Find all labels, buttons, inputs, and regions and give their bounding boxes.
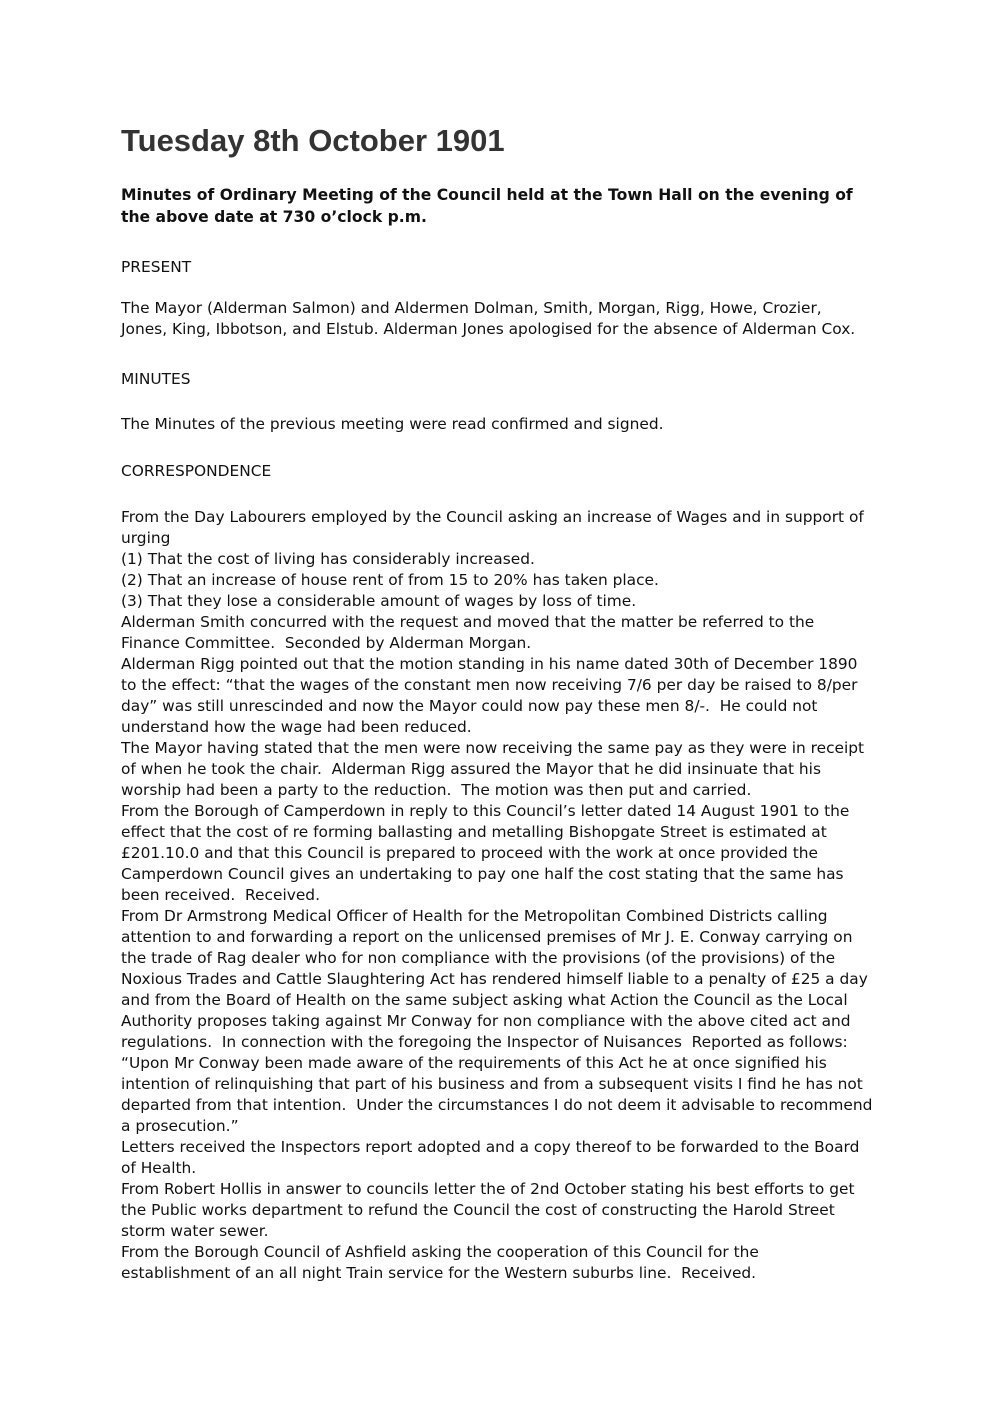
body-line: From the Borough Council of Ashfield asking the cooperation of this Council for the [121, 1243, 759, 1261]
body-line: Camperdown Council gives an undertaking to pay one half the cost stating that the same has [121, 865, 844, 883]
body-line: £201.10.0 and that this Council is prepared to proceed with the work at once provided the [121, 844, 818, 862]
body-line: departed from that intention. Under the circumstances I do not deem it advisable to recommend [121, 1096, 873, 1114]
body-line: Alderman Smith concurred with the request and moved that the matter be referred to the [121, 613, 815, 631]
meeting-description [121, 184, 901, 228]
body-line: intention of relinquishing that part of his business and from a subsequent visits I find he has not [121, 1075, 863, 1093]
body-line: Letters received the Inspectors report adopted and a copy thereof to be forwarded to the Board [121, 1138, 860, 1156]
section-heading-minutes: MINUTES [121, 370, 191, 388]
body-line: a prosecution.” [121, 1117, 239, 1135]
section-heading-present: PRESENT [121, 258, 192, 276]
body-line: and from the Board of Health on the same subject asking what Action the Council as the Local [121, 991, 848, 1009]
paragraph-line: The Mayor (Alderman Salmon) and Aldermen Dolman, Smith, Morgan, Rigg, Howe, Crozier, [121, 299, 822, 317]
body-line: the Public works department to refund the Council the cost of constructing the Harold Street [121, 1201, 835, 1219]
page-title: Tuesday 8th October 1901 [121, 123, 505, 158]
body-line: of when he took the chair. Alderman Rigg assured the Mayor that he did insinuate that his [121, 760, 821, 778]
body-line: Noxious Trades and Cattle Slaughtering Act has rendered himself liable to a penalty of £25 a day [121, 970, 868, 988]
minutes-paragraph [121, 414, 891, 435]
section-heading-correspondence: CORRESPONDENCE [121, 462, 272, 480]
body-line: From the Borough of Camperdown in reply to this Council’s letter dated 14 August 1901 to the [121, 802, 850, 820]
body-line: From Dr Armstrong Medical Officer of Health for the Metropolitan Combined Districts calling [121, 907, 828, 925]
body-line: Alderman Rigg pointed out that the motion standing in his name dated 30th of December 1890 [121, 655, 858, 673]
paragraph-line: The Minutes of the previous meeting were read confirmed and signed. [121, 415, 664, 433]
present-paragraph [121, 298, 891, 340]
body-line: (3) That they lose a considerable amount of wages by loss of time. [121, 592, 637, 610]
body-line: effect that the cost of re forming ballasting and metalling Bishopgate Street is estimated at [121, 823, 827, 841]
body-line: (1) That the cost of living has considerably increased. [121, 550, 535, 568]
body-line: of Health. [121, 1159, 197, 1177]
body-line: regulations. In connection with the foregoing the Inspector of Nuisances Reported as follows: [121, 1033, 848, 1051]
body-line: urging [121, 529, 171, 547]
body-line: worship had been a party to the reduction. The motion was then put and carried. [121, 781, 752, 799]
body-line: been received. Received. [121, 886, 320, 904]
body-line: Authority proposes taking against Mr Conway for non compliance with the above cited act and [121, 1012, 851, 1030]
body-line: Finance Committee. Seconded by Alderman Morgan. [121, 634, 532, 652]
body-line: the trade of Rag dealer who for non compliance with the provisions (of the provisions) of the [121, 949, 836, 967]
body-line: “Upon Mr Conway been made aware of the requirements of this Act he at once signified his [121, 1054, 827, 1072]
paragraph-line: Jones, King, Ibbotson, and Elstub. Alderman Jones apologised for the absence of Alderman Cox. [121, 320, 856, 338]
correspondence-body [121, 507, 891, 1284]
body-line: establishment of an all night Train service for the Western suburbs line. Received. [121, 1264, 757, 1282]
body-line: understand how the wage had been reduced. [121, 718, 472, 736]
body-line: From the Day Labourers employed by the Council asking an increase of Wages and in support of [121, 508, 864, 526]
body-line: From Robert Hollis in answer to councils letter the of 2nd October stating his best efforts to get [121, 1180, 855, 1198]
body-line: to the effect: “that the wages of the constant men now receiving 7/6 per day be raised to 8/per [121, 676, 858, 694]
meeting-description-line: the above date at 730 o’clock p.m. [121, 208, 427, 226]
meeting-description-line: Minutes of Ordinary Meeting of the Council held at the Town Hall on the evening of [121, 186, 853, 204]
body-line: storm water sewer. [121, 1222, 269, 1240]
body-line: (2) That an increase of house rent of from 15 to 20% has taken place. [121, 571, 659, 589]
body-line: day” was still unrescinded and now the Mayor could now pay these men 8/-. He could not [121, 697, 818, 715]
body-line: The Mayor having stated that the men were now receiving the same pay as they were in receipt [121, 739, 865, 757]
body-line: attention to and forwarding a report on the unlicensed premises of Mr J. E. Conway carrying on [121, 928, 853, 946]
